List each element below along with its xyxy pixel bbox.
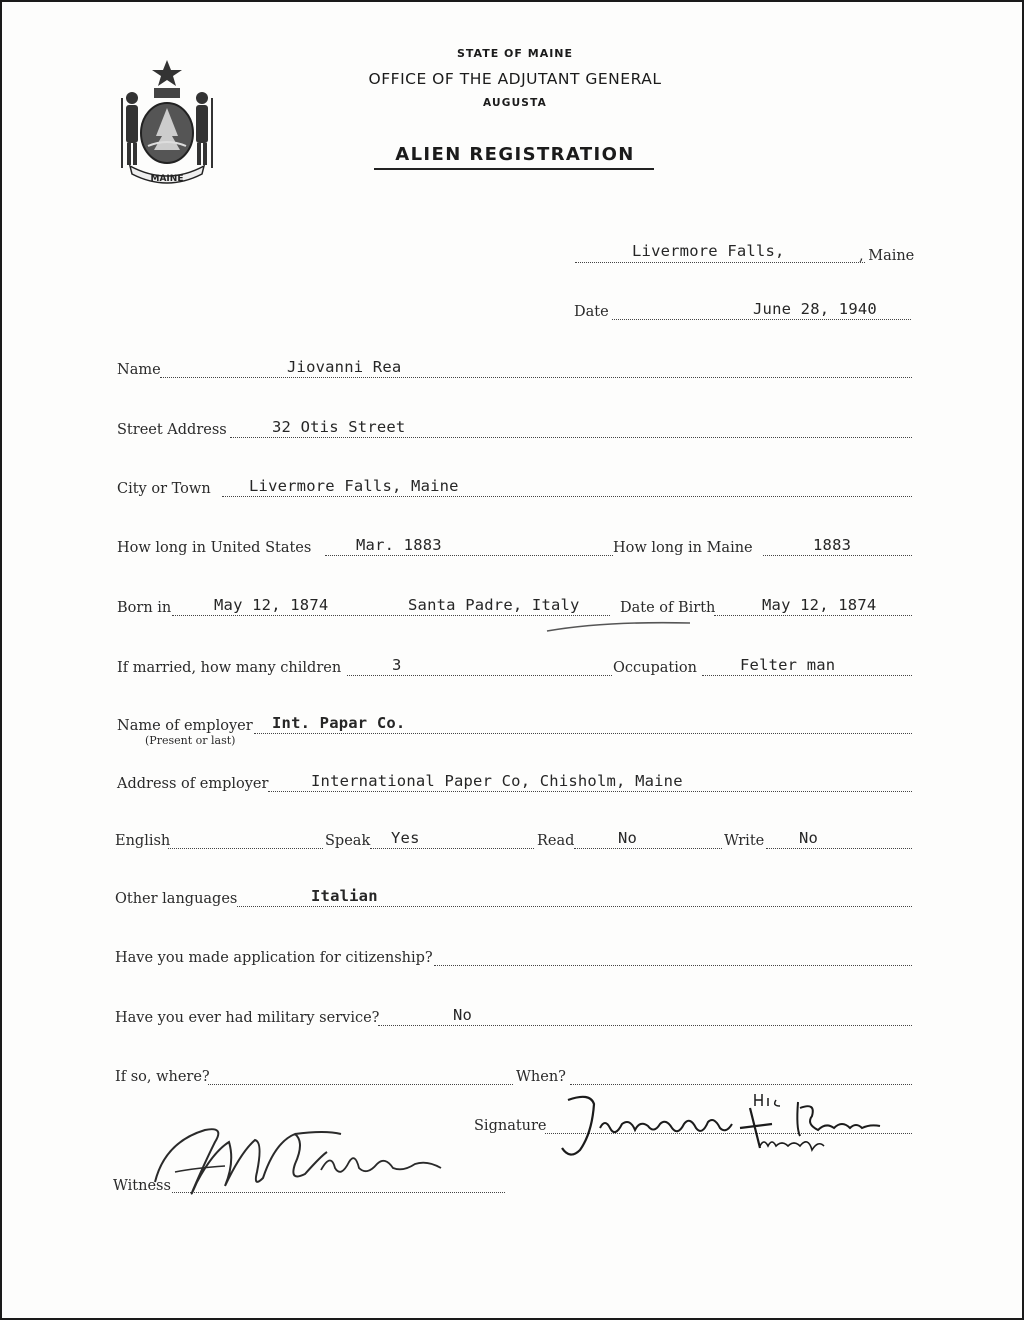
occupation-value: Felter man [740,656,836,674]
citizenship-label: Have you made application for citizenship? [115,950,433,966]
born-date-value: May 12, 1874 [214,596,329,614]
military-dots [378,1025,912,1026]
children-dots [347,675,612,676]
english-label: English [115,833,171,849]
place-dots [575,262,865,263]
city-dots [222,496,912,497]
maine-long-value: 1883 [813,536,852,554]
employer-address-value: International Paper Co, Chisholm, Maine [311,772,683,790]
speak-label: Speak [325,833,371,849]
other-languages-value: Italian [311,887,378,905]
title-underline [374,168,654,170]
witness-signature [145,1112,445,1202]
name-value: Jiovanni Rea [287,358,402,376]
street-label: Street Address [117,422,227,438]
maine-label: , Maine [859,248,915,264]
write-dots [766,848,912,849]
citizenship-dots [434,965,912,966]
dob-dots [714,615,912,616]
speak-dots [370,848,534,849]
married-label: If married, how many children [117,660,342,676]
city-value: Livermore Falls, Maine [249,477,459,495]
when-label: When? [516,1069,566,1085]
occupation-label: Occupation [613,660,697,676]
where-dots [208,1084,513,1085]
maine-state-seal-icon [112,58,222,188]
write-value: No [799,829,819,847]
us-label: How long in United States [117,540,312,556]
employer-value: Int. Papar Co. [272,714,406,732]
military-value: No [453,1006,473,1024]
where-label: If so, where? [115,1069,210,1085]
birthplace-pen-underline [545,619,695,635]
signature-label: Signature [474,1118,547,1134]
seal-banner-text: MAINE [150,174,184,184]
employer-note: (Present or last) [145,734,236,747]
read-label: Read [537,833,575,849]
us-dots [325,555,613,556]
born-dots [172,615,610,616]
street-dots [230,437,912,438]
witness-label: Witness [113,1178,171,1194]
employer-dots [254,733,912,734]
name-dots [160,377,912,378]
us-value: Mar. 1883 [356,536,442,554]
office-heading: OFFICE OF THE ADJUTANT GENERAL [368,70,662,88]
maine-long-dots [763,555,912,556]
other-languages-label: Other languages [115,891,238,907]
city-heading: AUGUSTA [483,97,547,109]
when-dots [570,1084,912,1085]
street-value: 32 Otis Street [272,418,406,436]
english-dots [168,848,323,849]
date-dots [612,319,911,320]
employer-address-label: Address of employer [117,776,269,792]
dob-label: Date of Birth [620,600,716,616]
employer-address-dots [268,791,912,792]
date-value: June 28, 1940 [753,300,877,318]
read-dots [574,848,722,849]
military-label: Have you ever had military service? [115,1010,380,1026]
form-title: ALIEN REGISTRATION [395,144,635,165]
read-value: No [618,829,638,847]
city-label: City or Town [117,481,211,497]
date-label: Date [574,304,609,320]
dob-value: May 12, 1874 [762,596,877,614]
place-value: Livermore Falls, [632,242,785,260]
born-label: Born in [117,600,172,616]
children-value: 3 [392,656,402,674]
name-label: Name [117,362,161,378]
employer-label: Name of employer [117,718,253,734]
applicant-signature [550,1088,920,1168]
maine-long-label: How long in Maine [613,540,753,556]
state-heading: STATE OF MAINE [456,47,574,60]
other-languages-dots [237,906,912,907]
write-label: Write [724,833,765,849]
born-place-value: Santa Padre, Italy [408,596,580,614]
speak-value: Yes [391,829,420,847]
occupation-dots [702,675,912,676]
